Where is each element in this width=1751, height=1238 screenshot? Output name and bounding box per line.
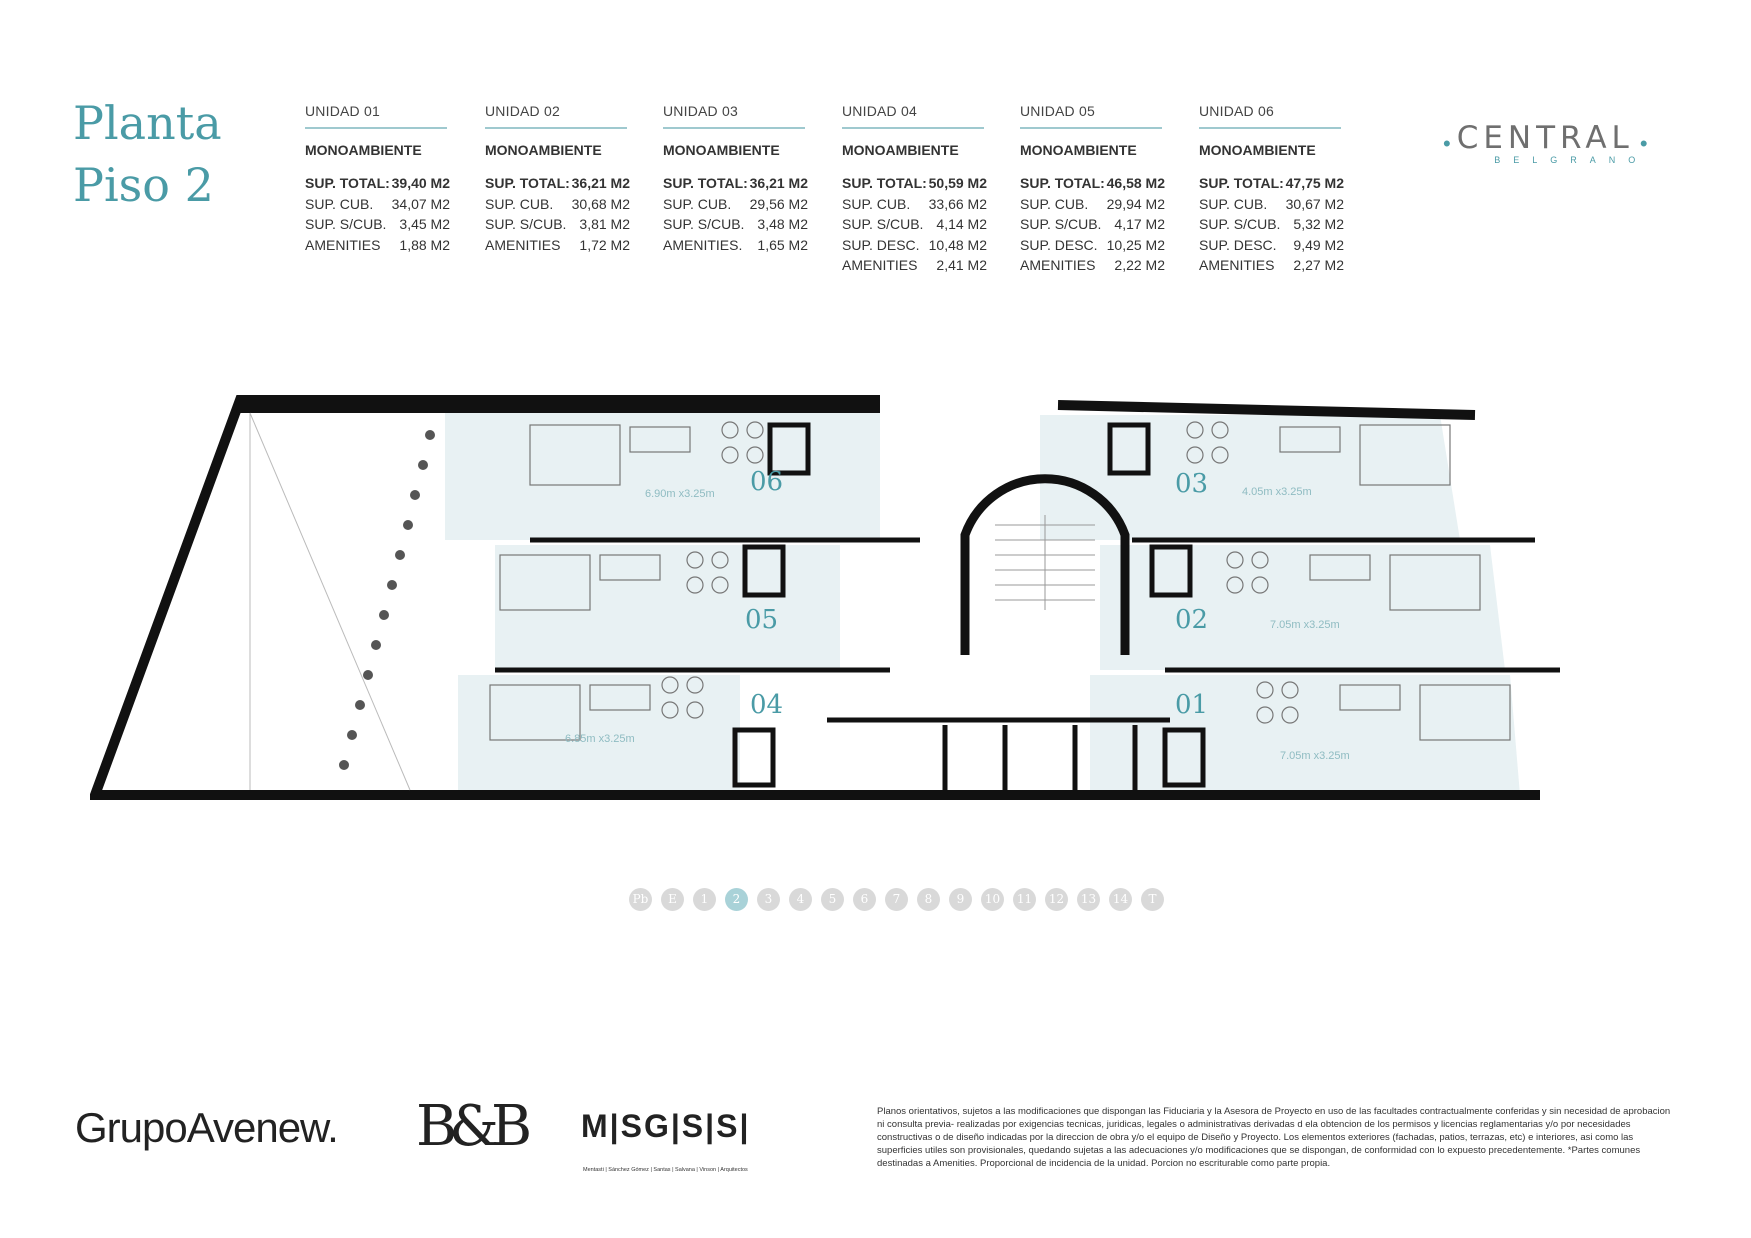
area-value: 29,56 M2: [749, 195, 808, 212]
unit-divider: [663, 127, 805, 129]
area-row: [1020, 237, 1165, 258]
area-label: AMENITIES: [842, 257, 918, 273]
unit-type: MONOAMBIENTE: [305, 142, 422, 158]
area-label: SUP. CUB.: [842, 195, 911, 212]
floor-page-button[interactable]: 8: [917, 888, 940, 911]
floor-page-button[interactable]: 9: [949, 888, 972, 911]
area-label: SUP. S/CUB.: [305, 216, 387, 232]
area-label: SUP. CUB.: [305, 195, 374, 212]
floor-page-button[interactable]: 12: [1045, 888, 1068, 911]
unit-rows: [1199, 175, 1344, 278]
unit-rows: [1020, 175, 1165, 278]
unit-label-02: 02: [1175, 605, 1209, 635]
unit-name: UNIDAD 03: [663, 103, 738, 119]
floor-page-button[interactable]: T: [1141, 888, 1164, 911]
area-value: 4,17 M2: [1114, 216, 1165, 232]
area-label: SUP. CUB.: [1020, 195, 1089, 212]
area-row: [485, 196, 630, 217]
area-value: 30,67 M2: [1285, 195, 1344, 212]
area-label: SUP. CUB.: [1199, 195, 1268, 212]
area-value: 2,27 M2: [1293, 257, 1344, 273]
area-row: [1199, 216, 1344, 237]
area-value: 2,41 M2: [936, 257, 987, 273]
area-label: SUP. TOTAL:: [485, 175, 570, 191]
page-title: [73, 92, 222, 216]
area-value: 36,21 M2: [749, 175, 808, 191]
unit-label-04: 04: [750, 690, 784, 720]
area-value: 39,40 M2: [391, 175, 450, 191]
unit-column: [1020, 103, 1165, 278]
bb-logo: B&B: [416, 1094, 525, 1159]
area-value: 3,81 M2: [579, 216, 630, 232]
area-label: SUP. DESC.: [1020, 236, 1098, 253]
area-label: SUP. CUB.: [663, 195, 732, 212]
area-value: 2,22 M2: [1114, 257, 1165, 273]
unit-label-01: 01: [1175, 690, 1209, 720]
unit-name: UNIDAD 01: [305, 103, 380, 119]
grupo-avenew-logo: GrupoAvenew.: [75, 1104, 338, 1151]
unit-divider: [485, 127, 627, 129]
area-label: SUP. DESC.: [1199, 236, 1277, 253]
floor-page-button[interactable]: Pb: [629, 888, 652, 911]
floor-page-button[interactable]: 2: [725, 888, 748, 911]
floor-page-button[interactable]: 13: [1077, 888, 1100, 911]
area-value: 1,72 M2: [579, 236, 630, 253]
area-value: 47,75 M2: [1285, 175, 1344, 191]
area-value: 29,94 M2: [1106, 195, 1165, 212]
unit-column: [485, 103, 630, 257]
title-line-2: Piso 2: [73, 158, 214, 212]
dimension-06: 6.90m x3.25m: [645, 488, 715, 500]
msgss-subtitle: Mentasti | Sánchez Gómez | Santas | Salvana | Vinson | Arquitectos: [583, 1167, 748, 1173]
unit-label-03: 03: [1175, 469, 1209, 499]
north-wall: [236, 400, 880, 413]
area-row: [842, 216, 987, 237]
unit-name: UNIDAD 06: [1199, 103, 1274, 119]
area-row: [305, 216, 450, 237]
area-label: AMENITIES: [1199, 257, 1275, 273]
area-row: [663, 175, 808, 196]
unit-rows: [485, 175, 630, 257]
area-label: SUP. S/CUB.: [485, 216, 567, 232]
area-label: SUP. TOTAL:: [842, 175, 927, 191]
area-row: [842, 257, 987, 278]
unit-column: [842, 103, 987, 278]
logo-word: CENTRAL: [1456, 120, 1634, 156]
area-label: SUP. S/CUB.: [1199, 216, 1281, 232]
area-value: 50,59 M2: [928, 175, 987, 191]
floor-page-button[interactable]: 7: [885, 888, 908, 911]
logo-sub: BELGRANO: [1494, 154, 1649, 165]
floor-pager: [629, 888, 1173, 911]
unit-type: MONOAMBIENTE: [485, 142, 602, 158]
area-row: [1199, 196, 1344, 217]
area-row: [485, 237, 630, 258]
unit-rows: [842, 175, 987, 278]
area-value: 10,48 M2: [928, 236, 987, 253]
area-row: [1020, 175, 1165, 196]
area-label: AMENITIES: [305, 236, 381, 253]
unit-column: [1199, 103, 1344, 278]
floor-page-button[interactable]: 14: [1109, 888, 1132, 911]
unit-divider: [1020, 127, 1162, 129]
floor-page-button[interactable]: E: [661, 888, 684, 911]
legal-disclaimer: Planos orientativos, sujetos a las modificaciones que dispongan las Fiduciaria y la Asesora de Proyecto en uso de las facultades contractualmente conferidas y sin necesidad de aprobacion ni consulta previa- realizadas por exigencias tecnicas, juridicas, legales o administrativas derivadas d ela obtencion de los permisos y licencias reglamentarias y/o por necesidades constructivas o de diseño indicadas por la direccion de obra y/o el equipo de Diseño y Proyecto. Los elementos exteriores (fachadas, patios, terrazas, etc) e interiores, asi como las superficies utiles son provisionales, quedando sujetas a las adecuaciones y/o modificaciones que se dispongan, de conformidad con lo expuesto precedentemente. *Partes comunes destinadas a Amenities. Proporcional de incidencia de la unidad. Porcion no escriturable como parte propia.: [877, 1106, 1671, 1169]
central-belgrano-logo: [1437, 120, 1654, 165]
floor-page-button[interactable]: 6: [853, 888, 876, 911]
unit-divider: [1199, 127, 1341, 129]
area-label: SUP. TOTAL:: [1199, 175, 1284, 191]
area-label: AMENITIES: [1020, 257, 1096, 273]
dimension-03: 4.05m x3.25m: [1242, 486, 1312, 498]
unit-type: MONOAMBIENTE: [1020, 142, 1137, 158]
area-label: SUP. S/CUB.: [842, 216, 924, 232]
dimension-01: 7.05m x3.25m: [1280, 750, 1350, 762]
area-row: [842, 175, 987, 196]
unit-divider: [305, 127, 447, 129]
area-row: [485, 175, 630, 196]
title-line-1: Planta: [73, 96, 222, 150]
area-value: 30,68 M2: [571, 195, 630, 212]
planters: [339, 430, 435, 770]
area-row: [663, 237, 808, 258]
floor-page-button[interactable]: 3: [757, 888, 780, 911]
unit-column: [663, 103, 808, 257]
area-value: 46,58 M2: [1106, 175, 1165, 191]
area-label: SUP. CUB.: [485, 195, 554, 212]
area-row: [842, 196, 987, 217]
floor-page-button[interactable]: 11: [1013, 888, 1036, 911]
area-row: [305, 237, 450, 258]
area-row: [663, 216, 808, 237]
unit-label-06: 06: [750, 467, 784, 497]
area-row: [663, 196, 808, 217]
area-label: SUP. TOTAL:: [663, 175, 748, 191]
area-label: SUP. S/CUB.: [663, 216, 745, 232]
unit-type: MONOAMBIENTE: [842, 142, 959, 158]
unit-name: UNIDAD 04: [842, 103, 917, 119]
area-row: [305, 175, 450, 196]
unit-rows: [305, 175, 450, 257]
unit-column: [305, 103, 450, 257]
unit-divider: [842, 127, 984, 129]
unit-label-05: 05: [745, 605, 779, 635]
area-row: [1020, 196, 1165, 217]
area-value: 33,66 M2: [928, 195, 987, 212]
logo-dot-icon: •: [1639, 130, 1648, 156]
unit-name: UNIDAD 02: [485, 103, 560, 119]
area-label: SUP. DESC.: [842, 236, 920, 253]
area-value: 3,45 M2: [399, 216, 450, 232]
area-label: AMENITIES.: [663, 236, 743, 253]
area-value: 1,65 M2: [757, 236, 808, 253]
floor-page-button[interactable]: 4: [789, 888, 812, 911]
area-row: [1020, 257, 1165, 278]
area-row: [305, 196, 450, 217]
msgss-logo: M|SG|S|S|: [581, 1108, 751, 1144]
area-label: SUP. S/CUB.: [1020, 216, 1102, 232]
area-row: [842, 237, 987, 258]
dimension-02: 7.05m x3.25m: [1270, 619, 1340, 631]
floor-plan: [90, 395, 1590, 815]
area-label: AMENITIES: [485, 236, 561, 253]
unit-type: MONOAMBIENTE: [663, 142, 780, 158]
floor-page-button[interactable]: 10: [981, 888, 1004, 911]
area-value: 1,88 M2: [399, 236, 450, 253]
area-value: 4,14 M2: [936, 216, 987, 232]
area-row: [1020, 216, 1165, 237]
area-label: SUP. TOTAL:: [1020, 175, 1105, 191]
dimension-04: 6.85m x3.25m: [565, 733, 635, 745]
area-value: 36,21 M2: [571, 175, 630, 191]
area-value: 5,32 M2: [1293, 216, 1344, 232]
area-row: [485, 216, 630, 237]
area-value: 10,25 M2: [1106, 236, 1165, 253]
floor-page-button[interactable]: 1: [693, 888, 716, 911]
unit-type: MONOAMBIENTE: [1199, 142, 1316, 158]
area-row: [1199, 257, 1344, 278]
unit-name: UNIDAD 05: [1020, 103, 1095, 119]
area-value: 34,07 M2: [391, 195, 450, 212]
floor-page-button[interactable]: 5: [821, 888, 844, 911]
patio: [250, 413, 410, 790]
area-value: 3,48 M2: [757, 216, 808, 232]
logo-dot-icon: •: [1443, 130, 1451, 156]
area-value: 9,49 M2: [1293, 236, 1344, 253]
area-row: [1199, 175, 1344, 196]
area-label: SUP. TOTAL:: [305, 175, 390, 191]
area-row: [1199, 237, 1344, 258]
unit-rows: [663, 175, 808, 257]
